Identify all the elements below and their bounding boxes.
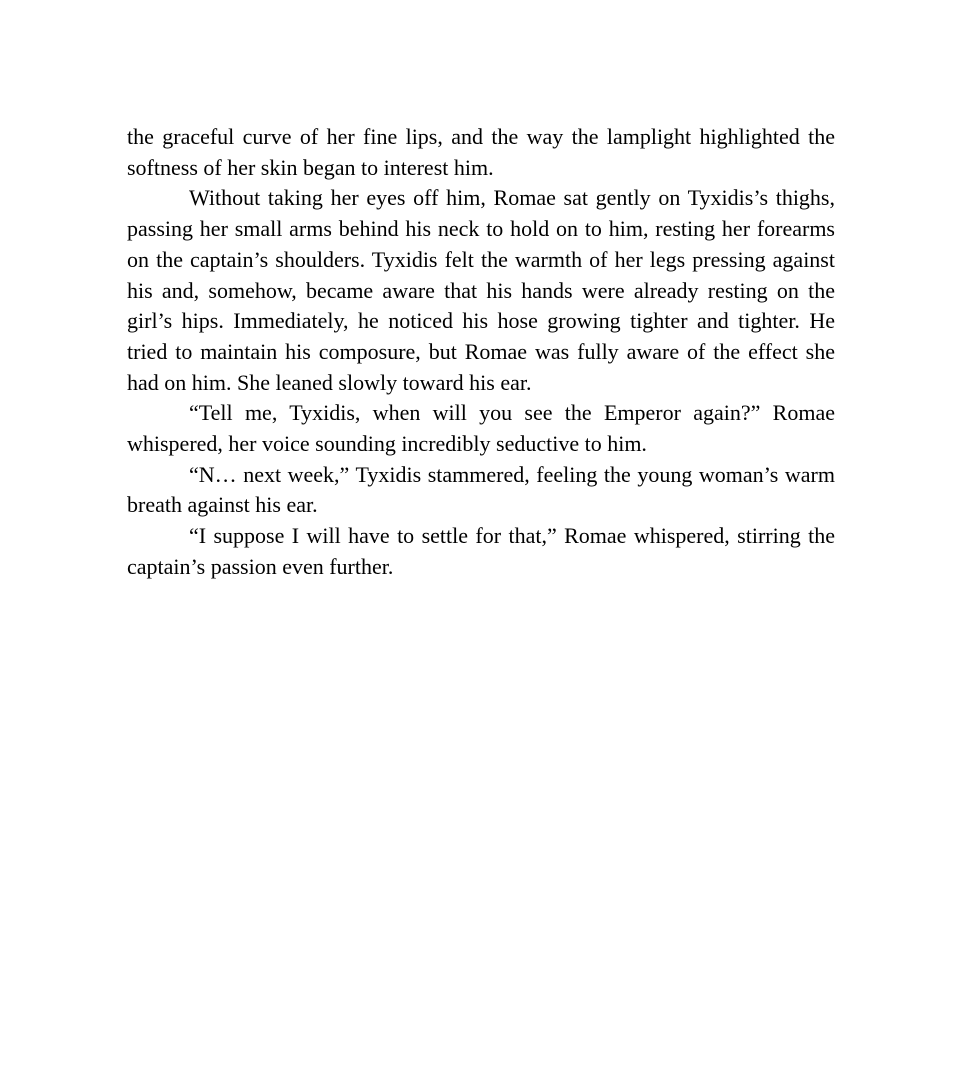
paragraph: “N… next week,” Tyxidis stammered, feeling the young woman’s warm breath against his ear. [127, 461, 835, 518]
paragraph: “Tell me, Tyxidis, when will you see the Emperor again?” Romae whispered, her voice sounding incredibly seductive to him. [127, 400, 835, 457]
paragraph: Without taking her eyes off him, Romae sat gently on Tyxidis’s thighs, passing her small arms behind his neck to hold on to him, resting her forearms on the captain’s shoulders. Tyxidis felt the warmth of her legs pressing against his and, somehow, became aware that his hands were already resting on the girl’s hips. Immediately, he noticed his hose growing tighter and tighter. He tried to maintain his composure, but Romae was fully aware of the effect she had on him. She leaned slowly toward his ear. [127, 185, 835, 395]
paragraph: the graceful curve of her fine lips, and the way the lamplight highlighted the softness of her skin began to interest him. [127, 124, 835, 180]
paragraph: “I suppose I will have to settle for that,” Romae whispered, stirring the captain’s passion even further. [127, 523, 835, 579]
page-text-block [127, 122, 835, 583]
